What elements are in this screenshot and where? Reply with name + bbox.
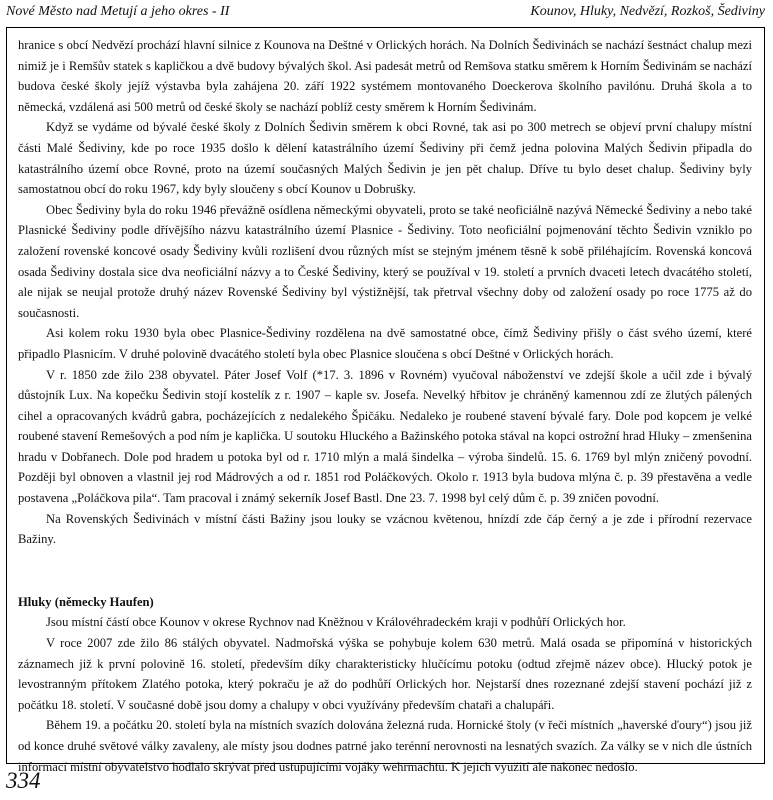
paragraph: Během 19. a počátku 20. století byla na místních svazích dolována železná ruda. Hornické štoly (v řeči místních „haverské ďoury“) jsou již od konce druhé světové války zavaleny, ale místy jsou dodnes patrné jako terénní nerovnosti na lesnatých svazích. Za války se v nich dle ústních informací místní obyvatelstvo hodlalo skrývat před ustupujícími vojáky wehrmachtu. K jejich využití ale nakonec nedošlo.: [18, 718, 752, 774]
paragraph: Jsou místní částí obce Kounov v okrese Rychnov nad Kněžnou v Královéhradeckém kraji v podhůří Orlických hor.: [46, 615, 626, 630]
section-spacer: [18, 550, 752, 592]
paragraph: V roce 2007 zde žilo 86 stálých obyvatel. Nadmořská výška se pohybuje kolem 630 metrů. Malá osada se připomíná v historických záznamech již k první polovině 16. století, především díky charakteristicky hlučícímu potoku (odtud zřejmě název obce). Hlucký potok je levostranným přítokem Zlatého potoka, který pokraču je až do podhůří Orlických hor. Nejstarší dnes rozeznané zdejší stavení pochází již z počátku 18. století. V současné době jsou domy a chalupy v obci využívány především chataři a chalupáři.: [18, 636, 752, 712]
paragraph: Asi kolem roku 1930 byla obec Plasnice-Šediviny rozdělena na dvě samostatné obce, čímž Šediviny přišly o část svého území, které připadlo Plasnicím. V druhé polovině dvacátého století byla obec Plasnice sloučena s obcí Deštné v Orlických horách.: [18, 326, 752, 361]
page-number: 334: [6, 768, 41, 793]
running-header-right: Kounov, Hluky, Nedvězí, Rozkoš, Šediviny: [530, 4, 765, 19]
running-header-left: Nové Město nad Metují a jeho okres - II: [6, 4, 230, 19]
paragraph: Na Rovenských Šedivinách v místní části Bažiny jsou louky se vzácnou květenou, hnízdí zde čáp černý a je zde i přírodní rezervace Bažiny.: [18, 511, 752, 547]
section-heading-hluky: Hluky (německy Haufen): [18, 594, 154, 609]
paragraph: Když se vydáme od bývalé české školy z Dolních Šedivin směrem k obci Rovné, tak asi po 300 metrech se objeví první chalupy místní části Malé Šediviny, kde po roce 1935 došlo k dělení katastrálního území Šediviny při čemž jedna polovina Malých Šedivin připadla do katastrálního území obce Rovné, proto na území současných Malých Šedivin je jen pět chalup. Dříve tu bylo deset chalup. Šediviny byly samostatnou obcí do roku 1967, kdy byly sloučeny s obcí Kounov u Dobrušky.: [18, 120, 752, 197]
page-body: [18, 35, 752, 777]
paragraph: V r. 1850 zde žilo 238 obyvatel. Páter Josef Volf (*17. 3. 1896 v Rovném) vyučoval náboženství ve zdejší škole a učil zde i bývalý důstojník Lux. Na kopečku Šedivin stojí kostelík z r. 1907 – kaple sv. Josefa. Nevelký hřbitov je chráněný kamennou zdí ze žlutých pálených cihel a opracovaných kvádrů gabra, pocházejících z nedalekého Špičáku. Nedaleko je roubené stavení bývalé fary. Dole pod kopcem je velké roubené stavení Remešových a pod ním je kaplička. U soutoku Hluckého a Bažinského potoka stával na kopci ostrožní hrad Hluky – zmenšenina hradu v Dobřanech. Dole pod hradem u potoka byl od r. 1710 mlýn a malá šindelka – výroba šindelů. 15. 6. 1769 byl mlýn zničený povodní. Později byl obnoven a vlastnil jej rod Mádrových a od r. 1851 rod Poláčkových. Okolo r. 1913 byla budova mlýna č. p. 39 přestavěna a vedle postavena „Poláčkova pila“. Tam pracoval i známý sekerník Josef Bastl. Dne 23. 7. 1998 byl celý dům č. p. 39 zničen povodní.: [18, 367, 752, 506]
paragraph: Obec Šediviny byla do roku 1946 převážně osídlena německými obyvateli, proto se také neoficiálně nazývá Německé Šediviny a nebo také Plasnické Šediviny podle dřívějšího názvu katastrálního území Plasnice - Šediviny. Toto neoficiální pojmenování těchto Šedivin vzniklo po založení rovenské koncové osady Šediviny kvůli rozlišení dvou různých míst se stejným jménem těsně k sobě přiléhajícím. Rovenská koncová osada Šediviny dostala sice dva neoficiální názvy a to České Šediviny, který se používal v 19. století a prvních dvaceti letech dvacátého století, ale nijak se neujal protože druhý název Rovenské Šediviny byl výstižnější, tak přetrval všechny doby od založení osady po roce 1775 až do současnosti.: [18, 202, 752, 320]
paragraph: hranice s obcí Nedvězí prochází hlavní silnice z Kounova na Deštné v Orlických horách. Na Dolních Šedivinách se nachází šestnáct chalup mezi nimiž je i Remšův statek s kapličkou a dvě budovy bývalých škol. Asi padesát metrů od Remšova statku směrem k Horním Šedivinám se nachází budova české školy jejíž výstavba byla zahájena 20. září 1922 systémem montovaného Doeckerova školního pavilónu. Druhá škola a to německá, vzdálená asi 500 metrů od české školy se nachází poblíž cesty směrem k Horním Šedivinám.: [18, 38, 752, 114]
